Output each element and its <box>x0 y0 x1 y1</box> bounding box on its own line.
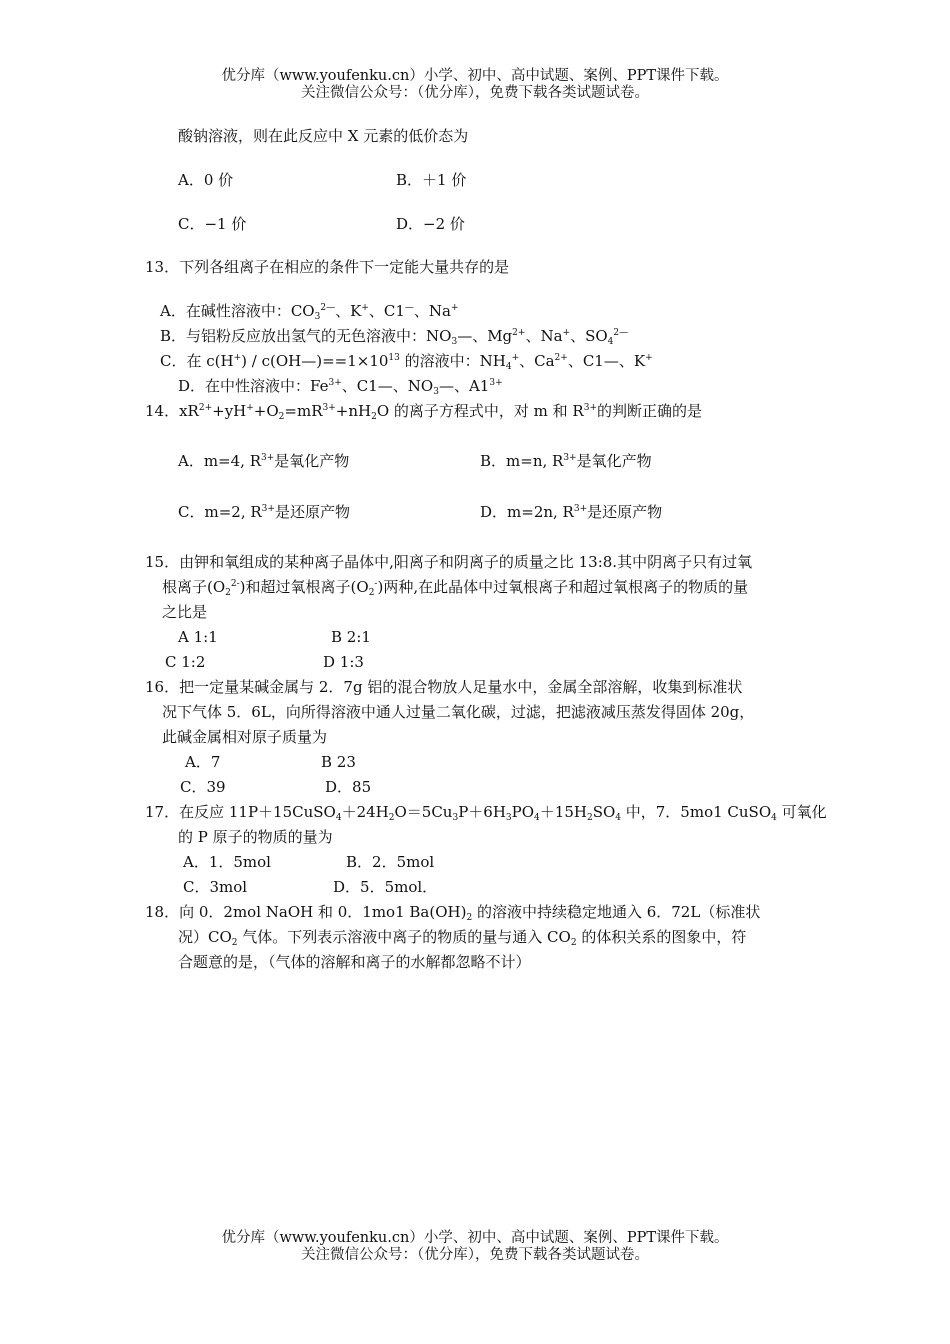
q15-option-c: C 1:2 <box>165 653 206 671</box>
q14-option-d: D．m=2n, $R^{3+}$是还原产物 <box>480 503 663 521</box>
header-line-1: 优分库（www.youfenku.cn）小学、初中、高中试题、案例、PPT课件下载。 <box>221 68 729 84</box>
q18-line-3: 合题意的是，（气体的溶解和离子的水解都忽略不计） <box>178 953 531 971</box>
q13-stem: 13．下列各组离子在相应的条件下一定能大量共存的是 <box>145 258 510 276</box>
q14-stem: 14．$xR^{2+}+yH^++O_2=mR^{3+}+nH_2O$ 的离子方程式中，对 m 和 $R^{3+}$的判断正确的是 <box>145 402 703 422</box>
q16-option-d: D．85 <box>325 778 372 796</box>
q16-option-a: A．7 <box>185 753 221 771</box>
footer-line-1: 优分库（www.youfenku.cn）小学、初中、高中试题、案例、PPT课件下载。 <box>221 1230 729 1246</box>
q18-line-2: 况）$CO_2$ 气体。下列表示溶液中离子的物质的量与通入 $CO_2$ 的体积关系的图象中，符 <box>178 928 747 948</box>
q14-option-c: C．m=2, $R^{3+}$是还原产物 <box>178 503 350 521</box>
q17-line-1: 17．在反应 $11P+15CuSO_4+24H_2O=5Cu_3P+6H_3PO_4+15H_2SO_4$ 中，7．5mo1 CuSO$_4$ 可氧化 <box>145 803 827 823</box>
q12-option-c: C．−1 价 <box>178 215 247 233</box>
q12-option-b: B．＋1 价 <box>396 171 467 189</box>
q12-option-d: D．−2 价 <box>396 215 465 233</box>
q15-option-b: B 2:1 <box>331 628 371 646</box>
q13-option-b: B．与铝粉反应放出氢气的无色溶液中：$NO_3—$、$Mg^{2+}$、Na+、$SO_4^{2—}$ <box>160 327 629 347</box>
q17-option-a: A．1．5mol <box>183 853 271 871</box>
q13-option-d: D．在中性溶液中：$Fe^{3+}$、C1—、$NO_3—$、$A1^{3+}$ <box>178 377 503 397</box>
q16-option-b: B 23 <box>321 753 356 771</box>
q16-option-c: C．39 <box>180 778 226 796</box>
q15-option-a: A 1:1 <box>178 628 218 646</box>
header-line-2: 关注微信公众号：（优分库），免费下载各类试题试卷。 <box>301 85 649 101</box>
q16-line-2: 况下气体 5．6L，向所得溶液中通人过量二氧化碳，过滤，把滤液减压蒸发得固体 20g， <box>162 703 755 721</box>
page-header <box>0 68 950 102</box>
q12-continuation: 酸钠溶液，则在此反应中 X 元素的低价态为 <box>178 127 469 145</box>
q12-option-a: A．0 价 <box>178 171 234 189</box>
q14-option-b: B．m=n, $R^{3+}$是氧化产物 <box>480 452 652 470</box>
q17-option-d: D．5．5mol． <box>333 878 438 896</box>
q14-option-a: A．m=4, $R^{3+}$是氧化产物 <box>178 452 350 470</box>
q17-option-b: B．2．5mol <box>346 853 435 871</box>
q15-line-2: 根离子$(O_2^{2-})$和超过氧根离子$(O_2^-)$两种,在此晶体中过氧根离子和超过氧根离子的物质的量 <box>162 578 749 598</box>
q17-line-2: 的 P 原子的物质的量为 <box>178 828 333 846</box>
q13-option-c: C．在 $c(H^+) / c(OH—)==1\times 10^{13}$ 的溶液中：$NH_4^+$、$Ca^{2+}$、C1—、K+ <box>160 352 653 372</box>
q18-line-1: 18．向 0．2mol NaOH 和 0．1mo1 $Ba(OH)_2$ 的溶液中持续稳定地通入 6．72L（标准状 <box>145 903 761 923</box>
q15-option-d: D 1:3 <box>323 653 364 671</box>
q13-option-a: A．在碱性溶液中：$CO_3^{2—}$、K+、C1—、Na+ <box>160 302 459 322</box>
footer-line-2: 关注微信公众号：（优分库），免费下载各类试题试卷。 <box>301 1247 649 1263</box>
q15-line-1: 15．由钾和氧组成的某种离子晶体中,阳离子和阴离子的质量之比 13:8.其中阴离子只有过氧 <box>145 553 753 571</box>
page-footer <box>0 1230 950 1264</box>
q16-line-1: 16．把一定量某碱金属与 2．7g 铝的混合物放人足量水中，金属全部溶解，收集到标准状 <box>145 678 743 696</box>
q16-line-3: 此碱金属相对原子质量为 <box>162 728 328 746</box>
q17-option-c: C．3mol <box>183 878 248 896</box>
q15-line-3: 之比是 <box>162 603 208 621</box>
